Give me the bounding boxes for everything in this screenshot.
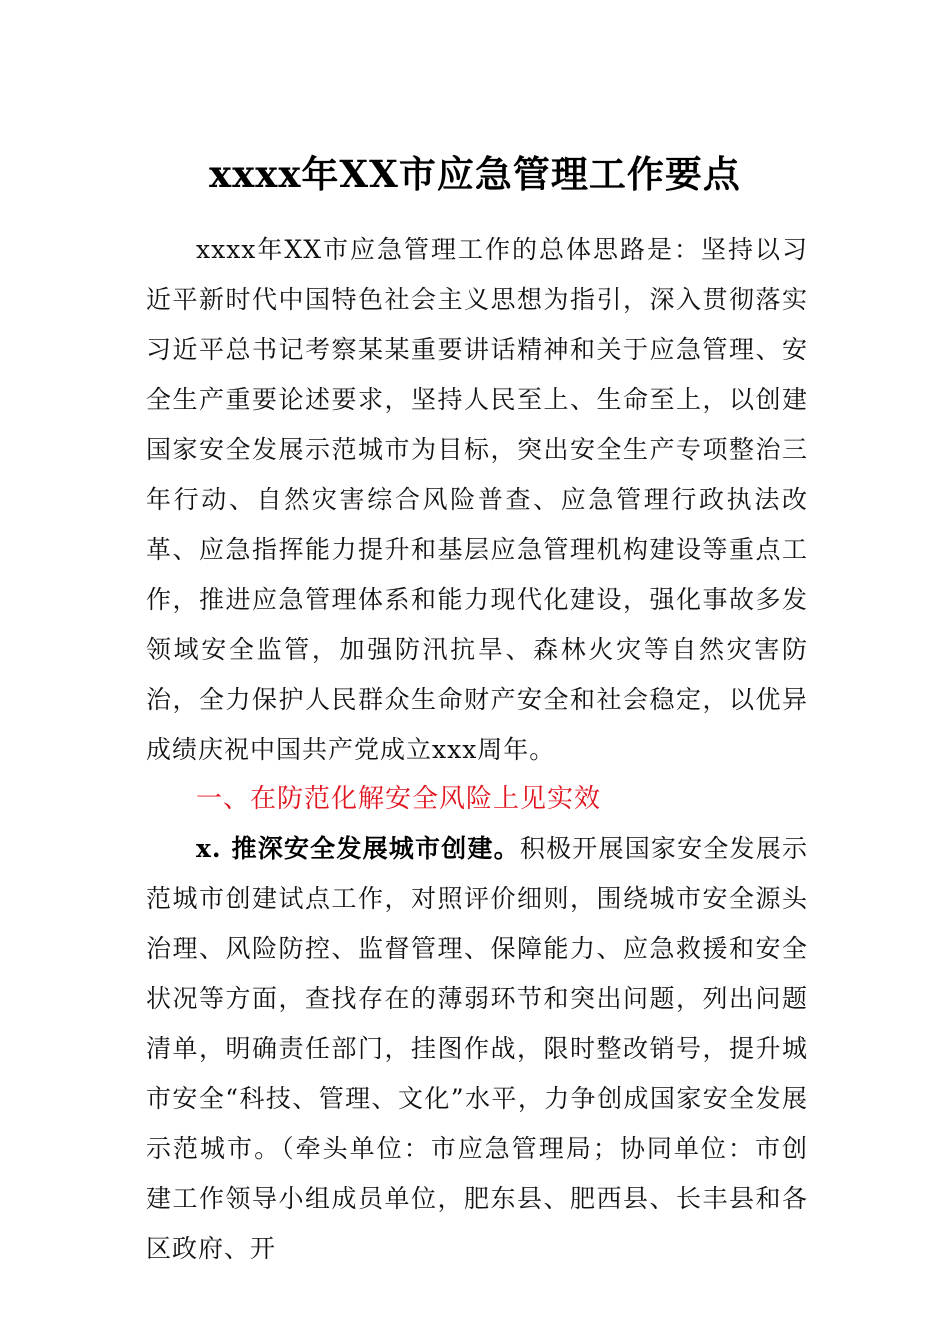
item-paragraph-1 [146,824,808,1274]
intro-paragraph: xxxx年XX市应急管理工作的总体思路是：坚持以习近平新时代中国特色社会主义思想为指引，深入贯彻落实习近平总书记考察某某重要讲话精神和关于应急管理、安全生产重要论述要求，坚持人民至上、生命至上，以创建国家安全发展示范城市为目标，突出安全生产专项整治三年行动、自然灾害综合风险普查、应急管理行政执法改革、应急指挥能力提升和基层应急管理机构建设等重点工作，推进应急管理体系和能力现代化建设，强化事故多发领域安全监管，加强防汛抗旱、森林火灾等自然灾害防治，全力保护人民群众生命财产安全和社会稳定，以优异成绩庆祝中国共产党成立xxx周年。 [146,235,808,764]
item-lead-1: x. 推深安全发展城市创建。 [196,834,520,863]
document-title: xxxx年XX市应急管理工作要点 [209,152,741,196]
item-text-1: 积极开展国家安全发展示范城市创建试点工作，对照评价细则，围绕城市安全源头治理、风险防控、监督管理、保障能力、应急救援和安全状况等方面，查找存在的薄弱环节和突出问题，列出问题清单，明确责任部门，挂图作战，限时整改销号，提升城市安全“科技、管理、文化”水平，力争创成国家安全发展示范城市。（牵头单位：市应急管理局；协同单位：市创建工作领导小组成员单位，肥东县、肥西县、长丰县和各区政府、开 [146,834,808,1263]
section-heading-1: 一、在防范化解安全风险上见实效 [196,784,602,814]
